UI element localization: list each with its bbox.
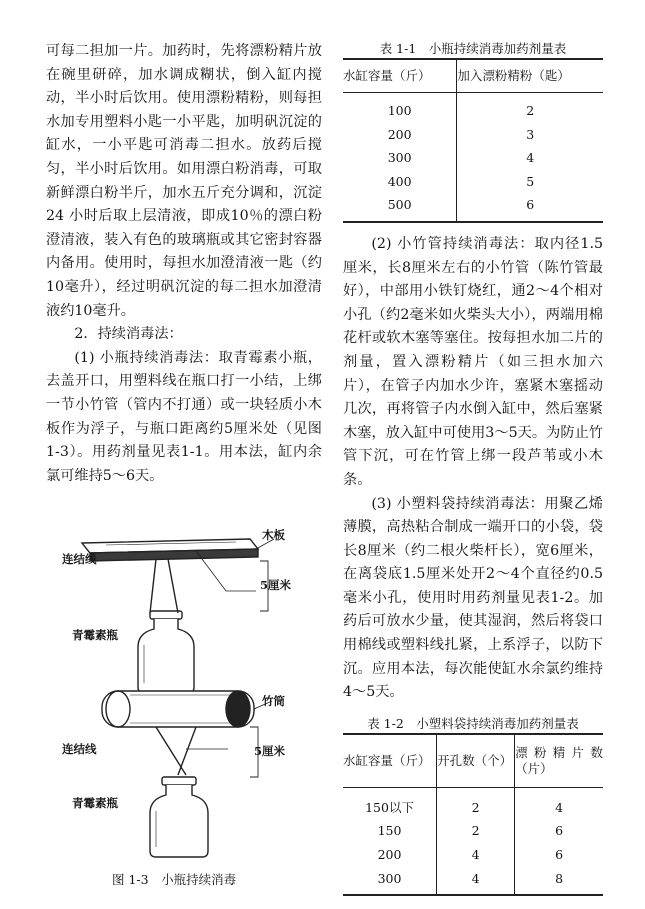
table-row: [343, 146, 603, 170]
table-cell: 6: [555, 847, 564, 863]
table-cell: 5: [526, 173, 535, 189]
table-cell: 2: [526, 103, 535, 118]
table-cell: 400: [343, 170, 457, 194]
table-cell: 500: [343, 193, 457, 222]
table-cell: 4: [437, 843, 515, 867]
table-cell: 4: [555, 799, 564, 815]
table-header-cell: 水缸容量（斤）: [343, 734, 437, 788]
table-2: [343, 733, 603, 896]
table-row: [343, 819, 603, 843]
right-column: [343, 40, 603, 896]
right-paragraph-bamboo-tube: (2) 小竹管持续消毒法：取内径1.5 厘米，长8厘米左右的小竹管（陈竹管最好），中部用小铁钉烧红，通2～4个相对小孔（约2毫米如火柴头大小），两端用棉花杆或软木塞等塞住。按每担水加二片的剂量，置入漂粉精片（如三担水加六片），在管子内加水少许，塞紧木塞摇动几次，再将管子内水倒入缸中，然后塞紧木塞，放入缸中可使用3～5天。为防止竹管下沉，可在竹管上绑一段芦苇或小木条。: [343, 235, 603, 488]
table-cell: 6: [555, 823, 564, 839]
table-cell: 3: [526, 126, 535, 142]
label-bamboo-tube: 竹筒: [262, 694, 285, 708]
table-1-caption: 表 1-1 小瓶持续消毒加药剂量表: [379, 41, 567, 56]
table-cell: 2: [437, 819, 515, 843]
table-cell: 4: [437, 867, 515, 896]
label-connecting-line-1: 连结线: [62, 552, 97, 566]
table-header-cell: 漂粉精片数（片）: [515, 734, 603, 788]
table-row: [343, 123, 603, 147]
table-cell: 200: [343, 843, 437, 867]
label-penicillin-bottle-2: 青霉素瓶: [72, 796, 118, 810]
table-cell: 300: [343, 867, 437, 896]
table-cell: 100: [343, 93, 457, 123]
label-connecting-line-2: 连结线: [62, 742, 97, 756]
table-row: [343, 867, 603, 896]
table-cell: 4: [526, 150, 535, 166]
left-paragraph-1: 可每二担加一片。加药时，先将漂粉精片放在碗里研碎，加水调成糊状，倒入缸内搅动，半小时后饮用。使用漂粉精粉，则每担水加专用塑料小匙一小平匙，加明矾沉淀的缸水，一小平匙可消毒二担水。放药后搅匀，半小时后饮用。如用漂白粉消毒，可取新鲜漂白粉半斤，加水五斤充分调和，沉淀24 小时后取上层清液，即成10％的漂白粉澄清液，装入有色的玻璃瓶或其它密封容器内备用。使用时，每担水加澄清液一匙（约10毫升），经过明矾沉淀的每二担水加澄清液约10毫升。: [46, 43, 322, 319]
table-cell: 8: [515, 867, 603, 896]
table-header-cell: 水缸容量（斤）: [343, 59, 457, 93]
table-cell: 200: [343, 123, 457, 147]
bottle-1: [138, 619, 194, 693]
label-distance-2: 5厘米: [254, 744, 286, 758]
label-distance-1: 5厘米: [260, 578, 292, 592]
left-paragraph-small-bottle: (1) 小瓶持续消毒法：取青霉素小瓶，去盖开口，用塑料线在瓶口打一小结，上绑一节小竹管（管内不打通）或一块轻质小木板作为浮子，与瓶口距离约5厘米处（见图 1-3）。用药剂量见表1-1。用本法，缸内余氯可维持5～6天。: [46, 349, 322, 484]
table-row: [343, 170, 603, 194]
connecting-line-1: [150, 559, 178, 613]
table-cell: 6: [457, 193, 603, 222]
table-row: [343, 93, 603, 123]
table-2-caption: 表 1-2 小塑料袋持续消毒加药剂量表: [367, 715, 579, 731]
table-row: [343, 193, 603, 222]
table-header-cell: 开孔数（个）: [437, 734, 515, 788]
right-paragraph-plastic-bag: (3) 小塑料袋持续消毒法：用聚乙烯薄膜，高热粘合制成一端开口的小袋，袋长8厘米（约二根火柴杆长），宽6厘米，在离袋底1.5厘米处开2～4个直径约0.5毫米小孔，使用时用药剂量见表1-2。加药后可放水少量，使其湿润，然后将袋口用棉线或塑料线扎紧，上系浮子，以防下沉。应用本法，每次能使缸水余氯约维持4～5天。: [343, 495, 603, 701]
table-row: [343, 843, 603, 867]
table-cell: 300: [343, 146, 457, 170]
bottle-2: [150, 785, 208, 857]
section-heading-continuous: 2．持续消毒法：: [74, 326, 183, 343]
table-header-cell: 加入漂粉精粉（匙）: [457, 59, 603, 93]
label-penicillin-bottle-1: 青霉素瓶: [72, 628, 118, 642]
figure-1-3: [46, 505, 322, 905]
label-wooden-board: 木板: [262, 528, 285, 542]
table-row: [343, 787, 603, 819]
bottle-2-cap: [162, 777, 196, 785]
table-header-row: [343, 734, 603, 788]
table-cell: 2: [437, 787, 515, 819]
table-header-row: [343, 59, 603, 93]
connecting-line-2: [156, 727, 196, 775]
left-column: [46, 40, 322, 488]
table-cell: 150: [343, 819, 437, 843]
table-1: [343, 58, 603, 223]
table-cell: 150以下: [343, 787, 437, 819]
figure-caption: 图 1-3 小瓶持续消毒: [112, 872, 237, 887]
